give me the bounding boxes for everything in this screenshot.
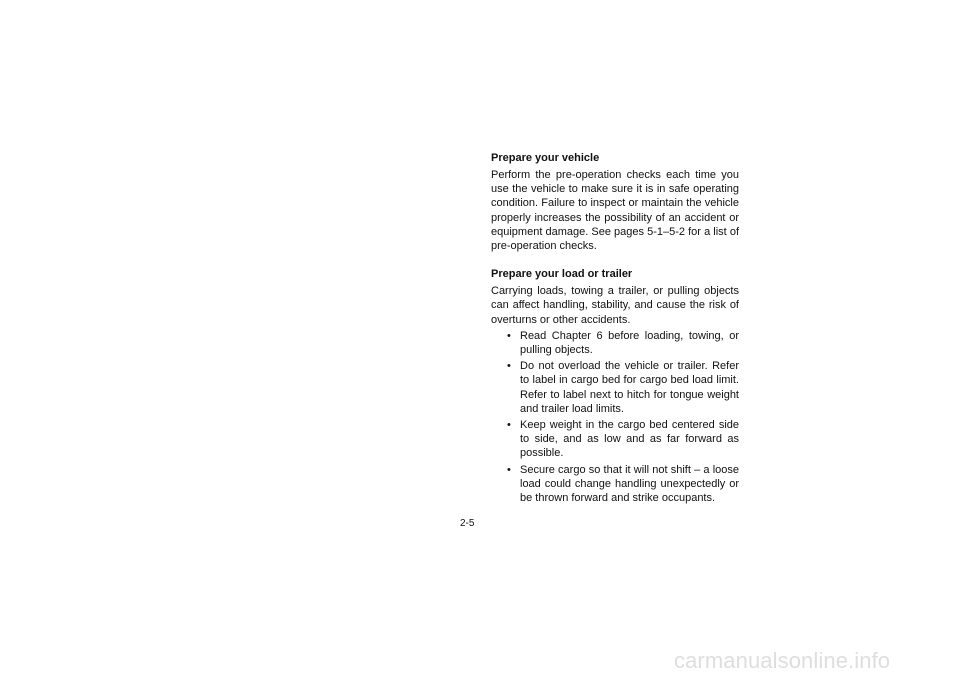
list-item-text: Keep weight in the cargo bed centered side to side, and as low and as far forward as possible. (520, 419, 739, 460)
list-item (491, 463, 739, 506)
list-item-text: Do not overload the vehicle or trailer. Refer to label in cargo bed for cargo bed load limit. Refer to label next to hitch for tongue weight and trailer load limits. (520, 360, 739, 415)
list-item-text: Read Chapter 6 before loading, towing, or pulling objects. (520, 329, 739, 357)
section-heading: Prepare your vehicle (491, 152, 600, 164)
list-item-text: Secure cargo so that it will not shift – a loose load could change handling unexpectedly or be thrown forward and strike occupants. (520, 463, 739, 505)
bullet-icon: • (507, 329, 511, 342)
section-prepare-vehicle (491, 151, 739, 253)
watermark: carmanualsonline.info (674, 648, 891, 673)
bullet-icon: • (507, 463, 511, 476)
list-item (491, 329, 739, 357)
page-number: 2-5 (460, 518, 475, 529)
list-item (491, 359, 739, 416)
bullet-icon: • (507, 360, 511, 373)
bullet-list (491, 329, 739, 505)
section-paragraph: Carrying loads, towing a trailer, or pulling objects can affect handling, stability, and cause the risk of overturns or other accidents. (491, 285, 739, 326)
section-heading: Prepare your load or trailer (491, 268, 633, 281)
list-item (491, 418, 739, 461)
page-content (491, 151, 739, 507)
bullet-icon: • (507, 419, 511, 432)
section-prepare-load (491, 267, 739, 505)
section-paragraph: Perform the pre-operation checks each time you use the vehicle to make sure it is in safe operating condition. Failure to inspect or maintain the vehicle properly increases the possibility of an accident or equipment damage. See pages 5-1–5-2 for a list of pre-operation checks. (491, 169, 739, 253)
section-spacer (491, 253, 739, 267)
